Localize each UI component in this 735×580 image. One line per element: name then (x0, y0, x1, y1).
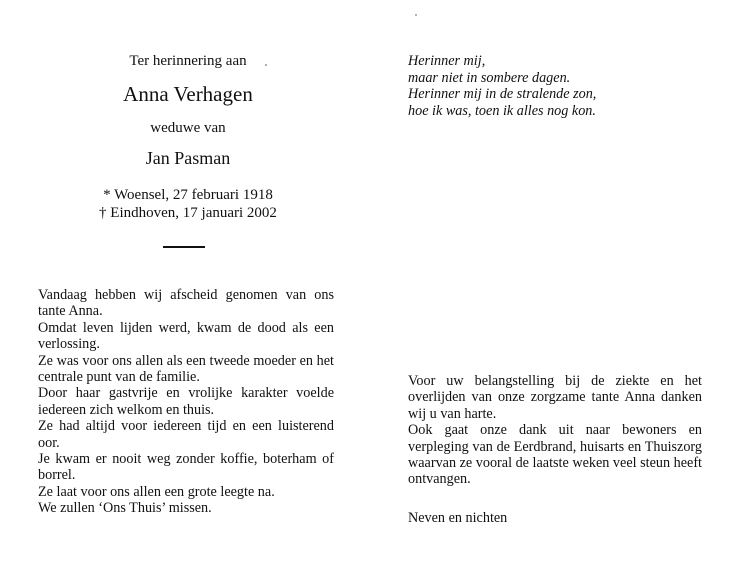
remembrance-paragraph: We zullen ‘Ons Thuis’ missen. (38, 500, 212, 517)
thanks-paragraph: Voor uw belangstelling bij de ziekte en het overlijden van onze zorgzame tante Anna danken wij u van harte. (408, 373, 702, 422)
intro-line: Ter herinnering aan (129, 53, 247, 69)
divider-rule (163, 246, 205, 248)
life-dates (38, 186, 338, 222)
remembrance-paragraph: Ze was voor ons allen als een tweede moeder en het centrale punt van de familie. (38, 352, 334, 386)
remembrance-paragraph: Vandaag hebben wij afscheid genomen van ons tante Anna. (38, 287, 334, 320)
poem-line: maar niet in sombere dagen. (408, 69, 571, 86)
remembrance-paragraph: Door haar gastvrije en vrolijke karakter voelde iedereen zich welkom en thuis. (38, 385, 334, 418)
paper-speck (265, 64, 267, 66)
remembrance-paragraph: Ze had altijd voor iedereen tijd en een luisterend oor. (38, 418, 334, 451)
paper-speck (415, 14, 417, 16)
widow-label: weduwe van (150, 120, 226, 136)
poem-line: hoe ik was, toen ik alles nog kon. (408, 102, 596, 119)
thanks-paragraph: Ook gaat onze dank uit naar bewoners en verpleging van de Eerdbrand, huisarts en Thuiszorg waarvan ze vooral de laatste weken veel steun heeft ontvangen. (408, 422, 702, 488)
poem (408, 53, 708, 119)
remembrance-paragraph: Ze laat voor ons allen een grote leegte na. (38, 483, 275, 500)
remembrance-paragraph: Je kwam er nooit weg zonder koffie, boterham of borrel. (38, 451, 334, 484)
signoff: Neven en nichten (408, 510, 508, 526)
poem-line: Herinner mij in de stralende zon, (408, 86, 597, 103)
remembrance-paragraph: Omdat leven lijden werd, kwam de dood als een verlossing. (38, 319, 334, 353)
deceased-name: Anna Verhagen (123, 82, 253, 106)
thanks-text (408, 373, 702, 488)
remembrance-text (38, 287, 334, 517)
poem-line: Herinner mij, (408, 53, 486, 69)
spouse-name: Jan Pasman (145, 148, 231, 168)
birth-line: * Woensel, 27 februari 1918 (103, 187, 273, 203)
death-line: † Eindhoven, 17 januari 2002 (99, 205, 277, 221)
